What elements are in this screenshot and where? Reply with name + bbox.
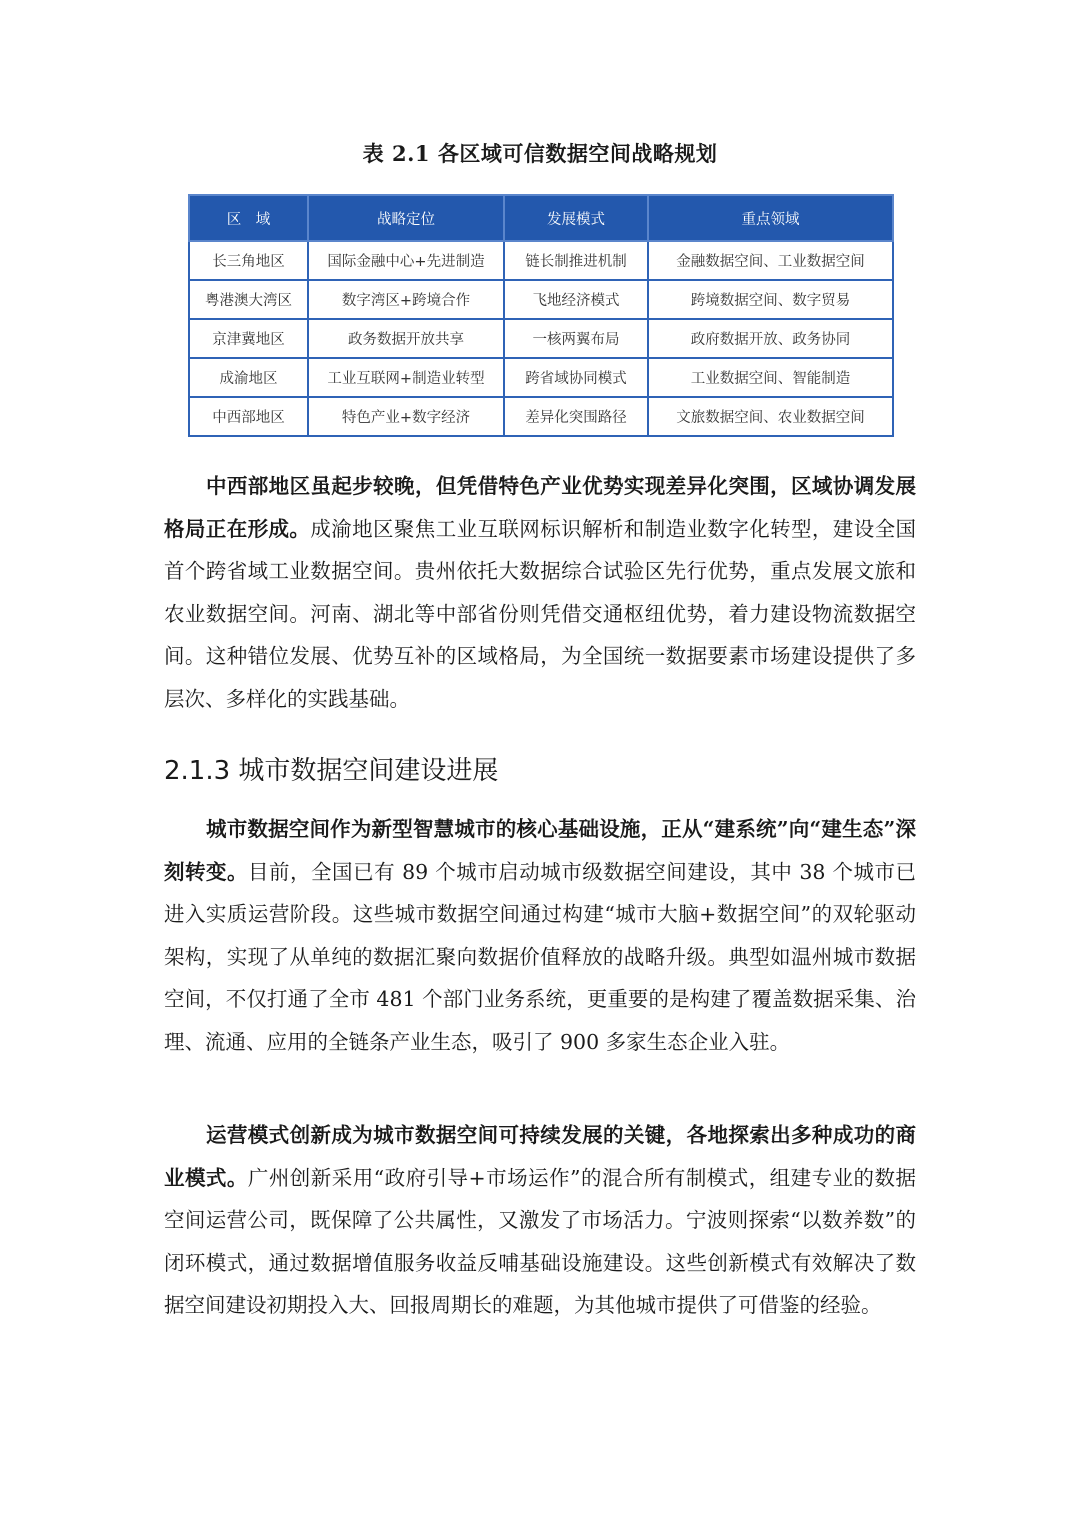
table-cell: 文旅数据空间、农业数据空间 bbox=[648, 397, 893, 436]
paragraph-body: 成渝地区聚焦工业互联网标识解析和制造业数字化转型，建设全国首个跨省域工业数据空间。贵州依托大数据综合试验区先行优势，重点发展文旅和农业数据空间。河南、湖北等中部省份则凭借交通枢纽优势，着力建设物流数据空间。这种错位发展、优势互补的区域格局，为全国统一数据要素市场建设提供了多层次、多样化的实践基础。 bbox=[164, 516, 917, 711]
paragraph-lead: 运营模式创新成为城市数据空间可持续发展的关键，各地探索出多种成功的商业模式。 bbox=[164, 1123, 916, 1190]
table-cell: 粤港澳大湾区 bbox=[189, 280, 308, 319]
table-cell: 跨省域协同模式 bbox=[504, 358, 648, 397]
table-cell: 工业互联网+制造业转型 bbox=[308, 358, 504, 397]
header-focus: 重点领域 bbox=[648, 195, 893, 241]
table-cell: 差异化突围路径 bbox=[504, 397, 648, 436]
section-heading: 2.1.3 城市数据空间建设进展 bbox=[164, 756, 499, 786]
table-row bbox=[189, 241, 893, 280]
header-strategy: 战略定位 bbox=[308, 195, 504, 241]
table-row bbox=[189, 397, 893, 436]
table-cell: 数字湾区+跨境合作 bbox=[308, 280, 504, 319]
table-cell: 中西部地区 bbox=[189, 397, 308, 436]
table-cell: 政府数据开放、政务协同 bbox=[648, 319, 893, 358]
table-cell: 成渝地区 bbox=[189, 358, 308, 397]
table-cell: 长三角地区 bbox=[189, 241, 308, 280]
table-row bbox=[189, 358, 893, 397]
table-cell: 工业数据空间、智能制造 bbox=[648, 358, 893, 397]
paragraph-central-western bbox=[164, 465, 916, 720]
table-cell: 政务数据开放共享 bbox=[308, 319, 504, 358]
paragraph-city-data-space bbox=[164, 808, 916, 1063]
header-model: 发展模式 bbox=[504, 195, 648, 241]
table-header-row bbox=[189, 195, 893, 241]
table-row bbox=[189, 280, 893, 319]
table-caption: 表 2.1 各区域可信数据空间战略规划 bbox=[362, 141, 718, 166]
table-cell: 特色产业+数字经济 bbox=[308, 397, 504, 436]
header-region: 区 域 bbox=[189, 195, 308, 241]
table-cell: 链长制推进机制 bbox=[504, 241, 648, 280]
table-cell: 金融数据空间、工业数据空间 bbox=[648, 241, 893, 280]
table-cell: 跨境数据空间、数字贸易 bbox=[648, 280, 893, 319]
table-cell: 飞地经济模式 bbox=[504, 280, 648, 319]
table-cell: 京津冀地区 bbox=[189, 319, 308, 358]
region-strategy-table bbox=[188, 194, 894, 437]
paragraph-body: 广州创新采用“政府引导+市场运作”的混合所有制模式，组建专业的数据空间运营公司，既保障了公共属性，又激发了市场活力。宁波则探索“以数养数”的闭环模式，通过数据增值服务收益反哺基础设施建设。这些创新模式有效解决了数据空间建设初期投入大、回报周期长的难题，为其他城市提供了可借鉴的经验。 bbox=[164, 1165, 916, 1317]
table-cell: 一核两翼布局 bbox=[504, 319, 648, 358]
paragraph-operation-model bbox=[164, 1114, 916, 1327]
paragraph-body: 目前，全国已有 89 个城市启动城市级数据空间建设，其中 38 个城市已进入实质运营阶段。这些城市数据空间通过构建“城市大脑+数据空间”的双轮驱动架构，实现了从单纯的数据汇聚向数据价值释放的战略升级。典型如温州城市数据空间，不仅打通了全市 481 个部门业务系统，更重要的是构建了覆盖数据采集、治理、流通、应用的全链条产业生态，吸引了 900 多家生态企业入驻。 bbox=[164, 859, 916, 1054]
paragraph-lead: 城市数据空间作为新型智慧城市的核心基础设施，正从“建系统”向“建生态”深刻转变。 bbox=[164, 817, 916, 884]
table-row bbox=[189, 319, 893, 358]
paragraph-lead: 中西部地区虽起步较晚，但凭借特色产业优势实现差异化突围，区域协调发展格局正在形成。 bbox=[164, 474, 916, 541]
table-cell: 国际金融中心+先进制造 bbox=[308, 241, 504, 280]
